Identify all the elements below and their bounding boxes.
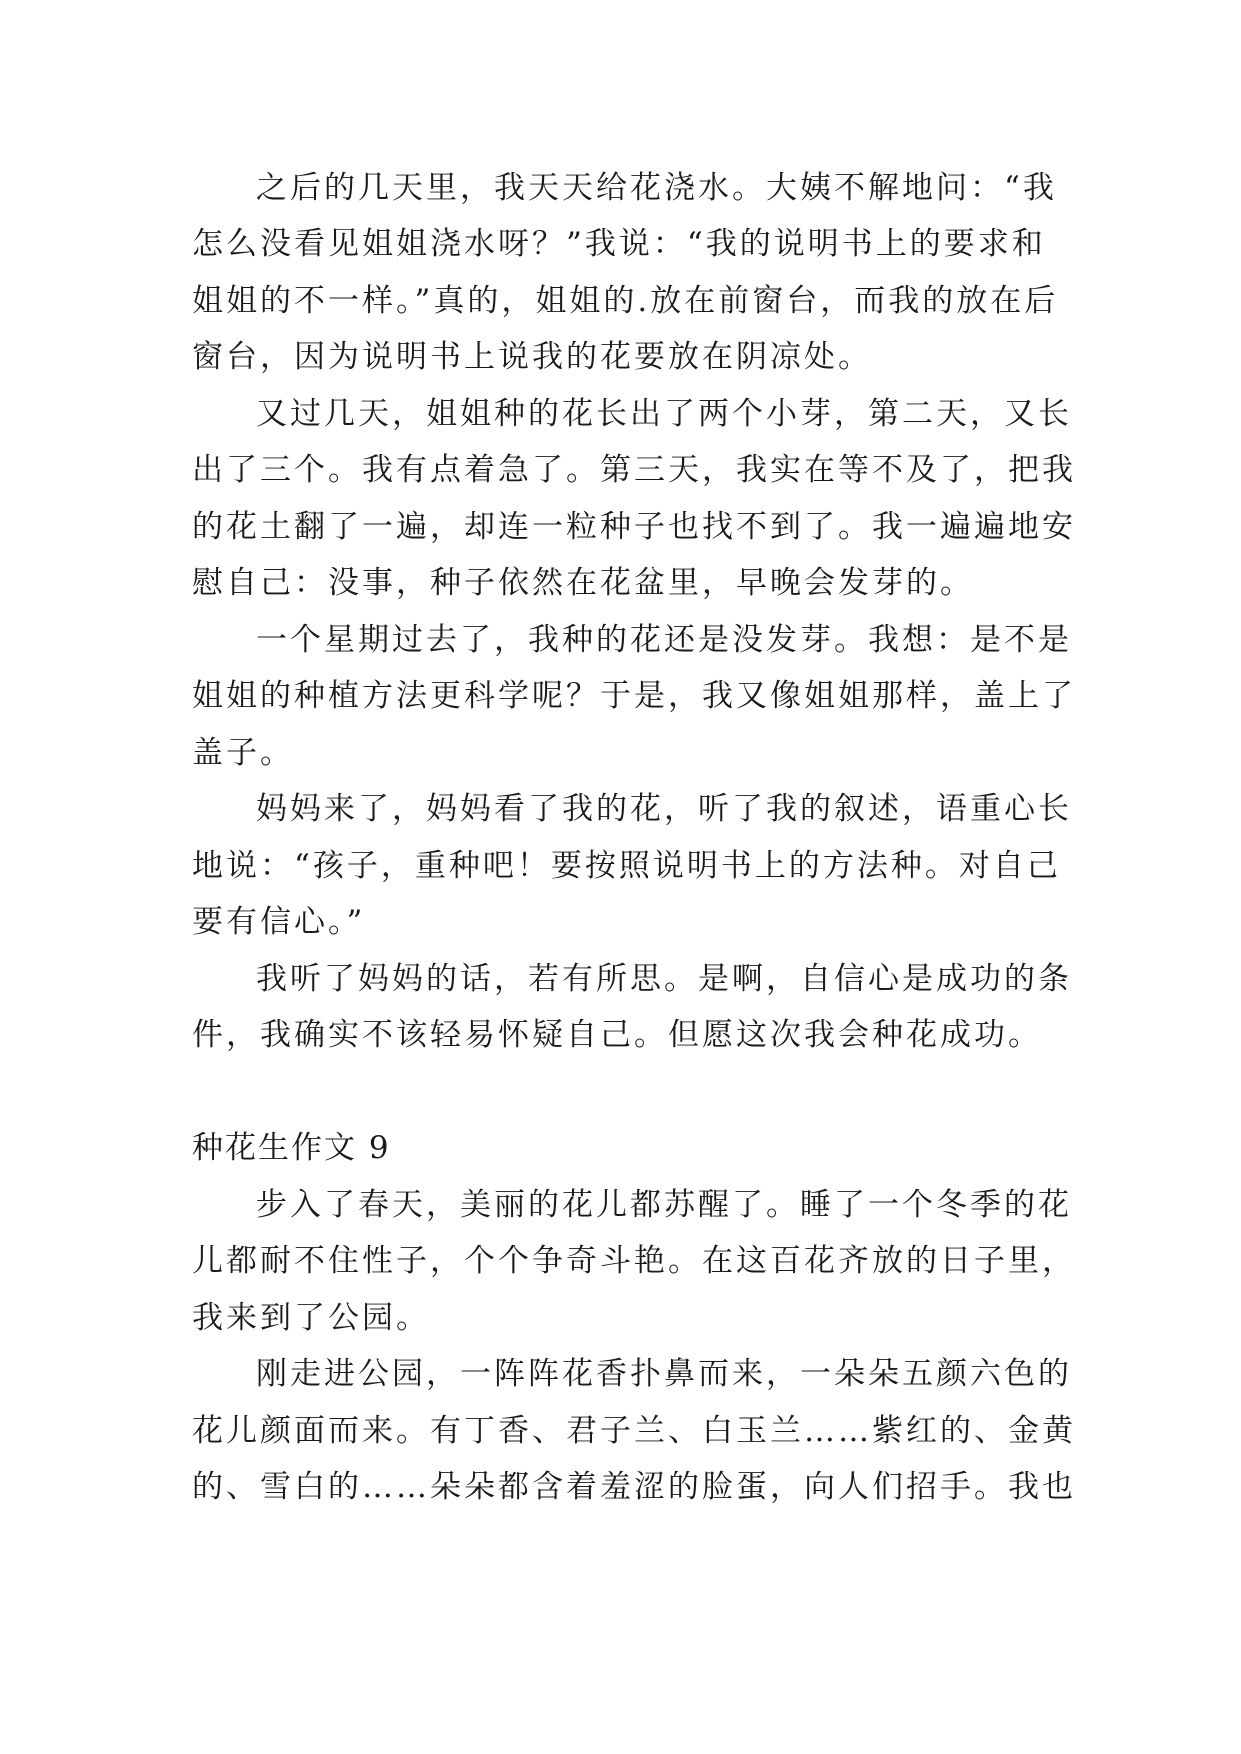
paragraph-line: 的花土翻了一遍，却连一粒种子也找不到了。我一遍遍地安 [192, 509, 1076, 545]
section-title: 种花生作文 9 [192, 1130, 391, 1166]
paragraph-line: 姐姐的种植方法更科学呢？于是，我又像姐姐那样，盖上了 [192, 678, 1076, 714]
paragraph-line: 之后的几天里，我天天给花浇水。大姨不解地问：“我 [256, 170, 1057, 206]
paragraph-line: 一个星期过去了，我种的花还是没发芽。我想：是不是 [256, 622, 1072, 658]
paragraph-line: 件，我确实不该轻易怀疑自己。但愿这次我会种花成功。 [192, 1017, 1042, 1053]
paragraph-line: 慰自己：没事，种子依然在花盆里，早晚会发芽的。 [192, 565, 974, 601]
paragraph-line: 要有信心。” [192, 904, 366, 940]
paragraph-line: 姐姐的不一样。”真的，姐姐的.放在前窗台，而我的放在后 [192, 283, 1059, 319]
paragraph-line: 盖子。 [192, 735, 294, 771]
paragraph-line: 刚走进公园，一阵阵花香扑鼻而来，一朵朵五颜六色的 [256, 1356, 1072, 1392]
paragraph-line: 又过几天，姐姐种的花长出了两个小芽，第二天，又长 [256, 396, 1072, 432]
paragraph-line: 窗台，因为说明书上说我的花要放在阴凉处。 [192, 339, 872, 375]
paragraph-line: 的、雪白的……朵朵都含着羞涩的脸蛋，向人们招手。我也 [192, 1469, 1076, 1505]
paragraph-line: 妈妈来了，妈妈看了我的花，听了我的叙述，语重心长 [256, 791, 1072, 827]
paragraph-line: 我来到了公园。 [192, 1300, 430, 1336]
paragraph-line: 怎么没看见姐姐浇水呀？”我说：“我的说明书上的要求和 [192, 226, 1046, 262]
paragraph-line: 花儿颜面而来。有丁香、君子兰、白玉兰……紫红的、金黄 [192, 1413, 1076, 1449]
paragraph-line: 出了三个。我有点着急了。第三天，我实在等不及了，把我 [192, 452, 1076, 488]
paragraph-line: 儿都耐不住性子，个个争奇斗艳。在这百花齐放的日子里， [192, 1243, 1076, 1279]
paragraph-line: 地说：“孩子，重种吧！要按照说明书上的方法种。对自己 [192, 848, 1061, 884]
paragraph-line: 步入了春天，美丽的花儿都苏醒了。睡了一个冬季的花 [256, 1187, 1072, 1223]
paragraph-line: 我听了妈妈的话，若有所思。是啊，自信心是成功的条 [256, 961, 1072, 997]
